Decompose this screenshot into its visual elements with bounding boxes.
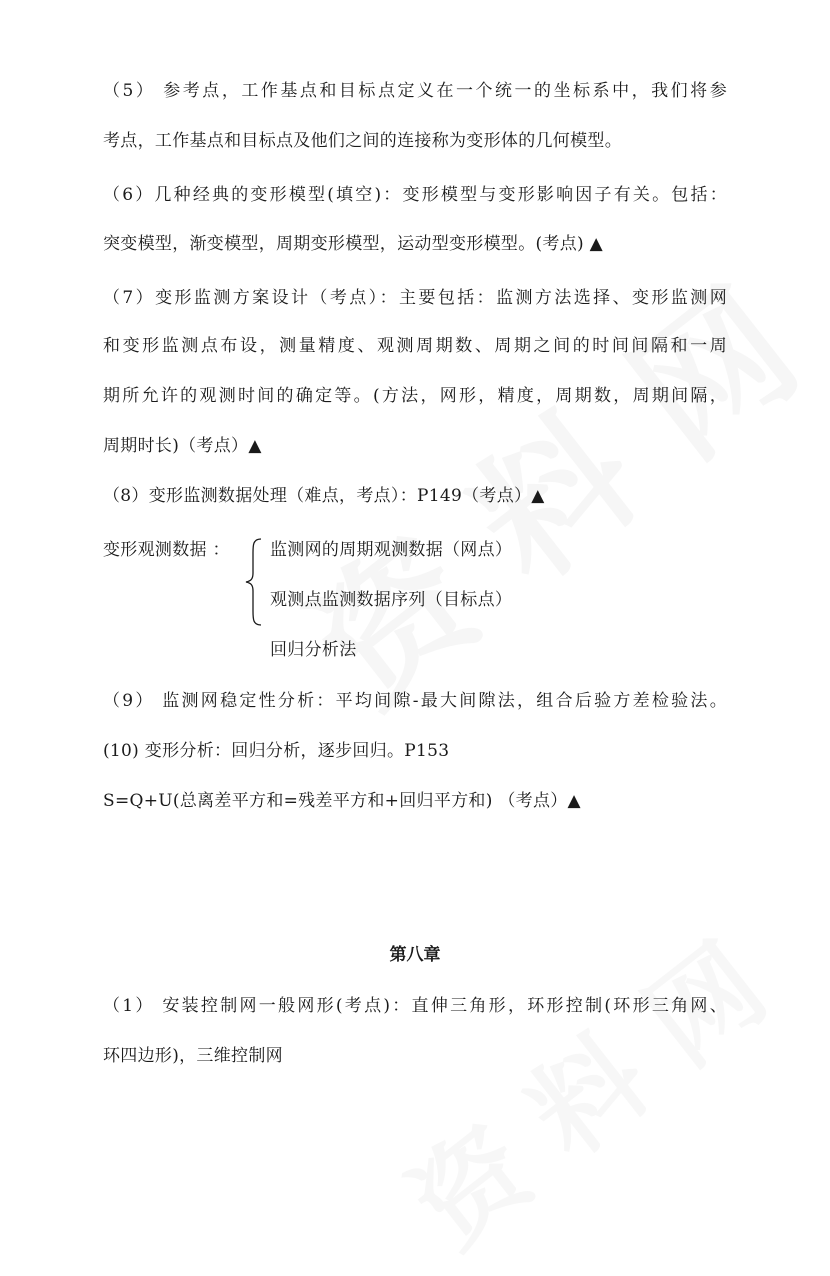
s7-line4: 周期时长)（考点）▲ bbox=[103, 436, 262, 456]
c1-line2: 环四边形)，三维控制网 bbox=[103, 1046, 283, 1066]
chapter8-title: 第八章 bbox=[389, 945, 441, 965]
s8-label: 变形观测数据 ： bbox=[103, 540, 230, 560]
s8-item2: 观测点监测数据序列（目标点） bbox=[270, 590, 513, 610]
s7-line1: （7）变形监测方案设计（考点）：主要包括：监测方法选择、变形监测网 bbox=[103, 288, 727, 308]
c1-line1: （1） 安装控制网一般网形(考点)：直伸三角形，环形控制(环形三角网、 bbox=[103, 996, 727, 1016]
s6-line2: 突变模型，渐变模型，周期变形模型，运动型变形模型。(考点) ▲ bbox=[103, 234, 604, 254]
s6-line1: （6）几种经典的变形模型(填空)：变形模型与变形影响因子有关。包括： bbox=[103, 185, 727, 205]
s7-line3: 期所允许的观测时间的确定等。(方法，网形，精度，周期数，周期间隔， bbox=[103, 386, 727, 406]
s8-line1: （8）变形监测数据处理（难点，考点）：P149（考点）▲ bbox=[103, 486, 545, 506]
s5-line1: （5） 参考点，工作基点和目标点定义在一个统一的坐标系中，我们将参 bbox=[103, 81, 727, 101]
s8-item3: 回归分析法 bbox=[270, 640, 357, 660]
curly-brace-icon bbox=[243, 537, 265, 627]
s10-line2: S=Q+U(总离差平方和=残差平方和+回归平方和) （考点）▲ bbox=[103, 791, 581, 811]
s7-line2: 和变形监测点布设，测量精度、观测周期数、周期之间的时间间隔和一周 bbox=[103, 336, 727, 356]
s8-item1: 监测网的周期观测数据（网点） bbox=[270, 540, 513, 560]
s9-line1: （9） 监测网稳定性分析：平均间隙-最大间隙法，组合后验方差检验法。 bbox=[103, 691, 727, 711]
s5-line2: 考点，工作基点和目标点及他们之间的连接称为变形体的几何模型。 bbox=[103, 131, 622, 151]
s10-line1: (10) 变形分析：回归分析，逐步回归。P153 bbox=[103, 741, 450, 761]
